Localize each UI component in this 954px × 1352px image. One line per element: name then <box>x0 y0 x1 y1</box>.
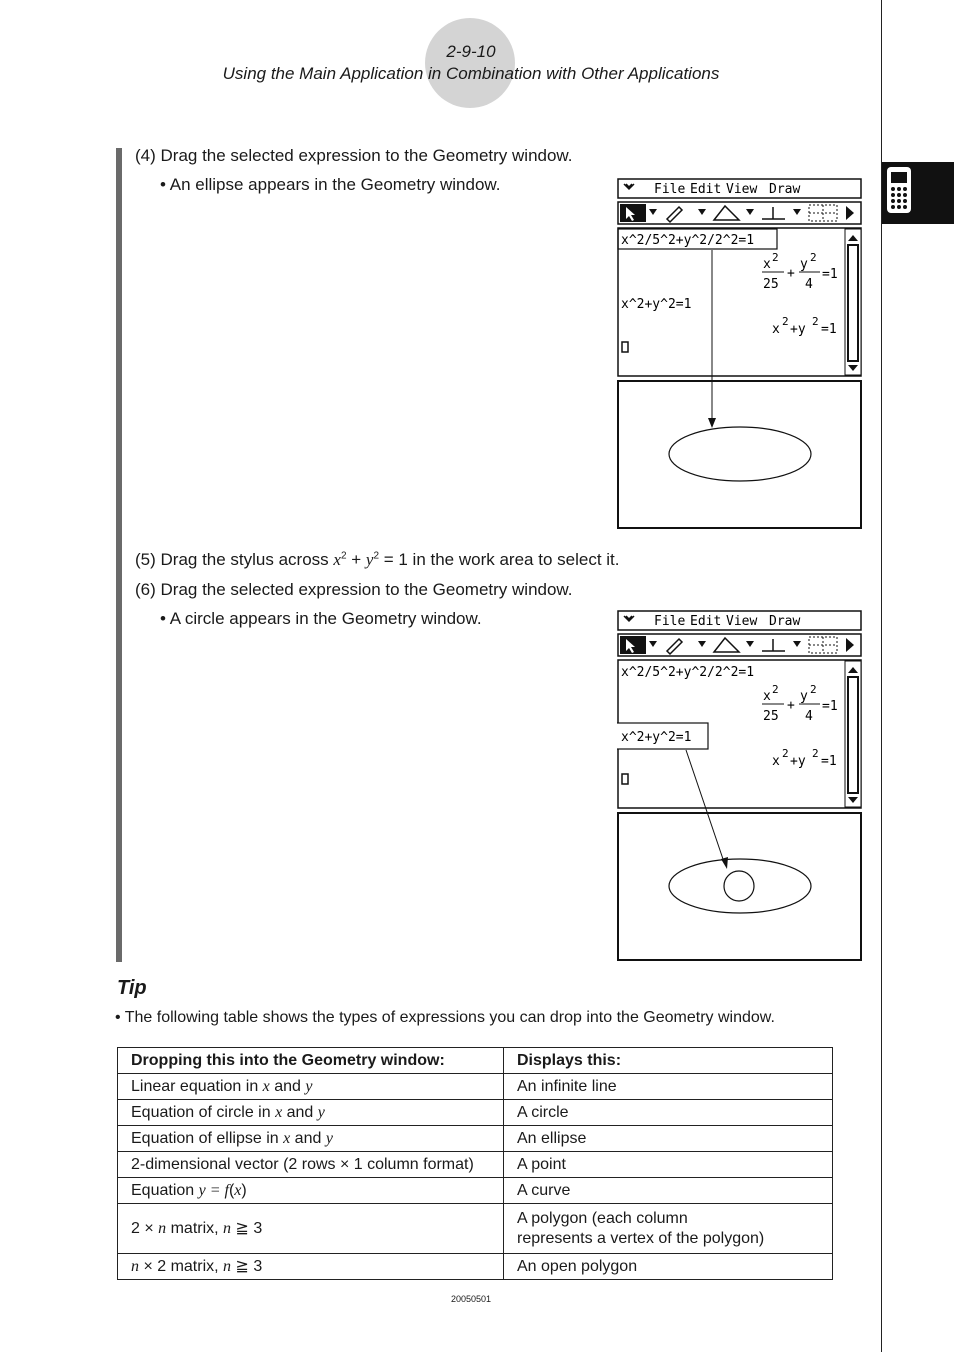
var: n <box>223 1219 232 1237</box>
cell-text: and <box>269 1077 306 1095</box>
menu-edit[interactable]: Edit <box>690 182 722 197</box>
superscript: 2 <box>373 550 379 562</box>
var: x <box>283 1129 291 1147</box>
superscript: 2 <box>340 550 347 562</box>
table-row <box>118 1178 833 1204</box>
table-row <box>118 1126 833 1152</box>
tip-text: • The following table shows the types of expressions you can drop into the Geometry window. <box>115 1009 775 1026</box>
footer-code: 20050501 <box>450 1294 492 1304</box>
table-cell: An ellipse <box>504 1126 833 1152</box>
table-cell <box>118 1178 504 1204</box>
table-header-row <box>118 1048 833 1074</box>
scroll-thumb[interactable] <box>848 245 858 361</box>
scroll-thumb[interactable] <box>848 677 858 793</box>
frac-num-x: x <box>763 689 771 704</box>
table-cell <box>118 1126 504 1152</box>
menu-view[interactable]: View <box>726 182 758 197</box>
frac-num-y: y <box>800 257 808 272</box>
cell-text: × <box>339 1155 350 1173</box>
var: n <box>223 1257 232 1275</box>
var-y: y <box>365 550 374 569</box>
table-cell: An infinite line <box>504 1074 833 1100</box>
frac-den-25: 25 <box>763 277 779 292</box>
cell-text: Linear equation in <box>131 1077 263 1095</box>
cell-text: matrix, <box>166 1219 224 1237</box>
screen-svg <box>617 610 863 962</box>
result-plus-y: +y <box>790 322 806 337</box>
table-cell: A point <box>504 1152 833 1178</box>
table-row <box>118 1074 833 1100</box>
geometry-window[interactable] <box>618 381 861 528</box>
calculator-screenshot-circle <box>617 610 863 962</box>
menu-file[interactable]: File <box>654 614 686 629</box>
exponent: 2 <box>812 747 819 760</box>
cell-text: 2-dimensional vector (2 rows <box>131 1155 340 1173</box>
plus: + <box>346 550 366 569</box>
exponent: 2 <box>772 251 779 264</box>
table-cell <box>118 1204 504 1254</box>
var: x <box>234 1181 242 1199</box>
section-bar <box>116 148 122 962</box>
frac-num-x: x <box>763 257 771 272</box>
cell-text: 2 × <box>131 1219 159 1237</box>
step-4-bullet: • An ellipse appears in the Geometry window. <box>160 175 501 194</box>
var: n <box>131 1257 139 1275</box>
cell-text: Equation of ellipse in <box>131 1129 284 1147</box>
select-arrow-icon[interactable] <box>620 636 646 654</box>
table-row <box>118 1204 833 1254</box>
table-cell <box>504 1204 833 1254</box>
var-x: x <box>333 550 341 569</box>
cell-text: and <box>290 1129 326 1147</box>
menu-edit[interactable]: Edit <box>690 614 722 629</box>
page-number: 2-9-10 <box>446 42 496 61</box>
plus: + <box>787 266 795 281</box>
calculator-screenshot-ellipse <box>617 178 863 530</box>
result-equals: =1 <box>821 754 837 769</box>
equals-one: =1 <box>822 699 838 714</box>
exponent: 2 <box>782 315 789 328</box>
geometry-window[interactable] <box>618 813 861 960</box>
var: x <box>275 1103 283 1121</box>
select-arrow-icon[interactable] <box>620 204 646 222</box>
expression-line-2[interactable]: x^2+y^2=1 <box>621 730 692 745</box>
cell-text: and <box>282 1103 318 1121</box>
header-circle <box>425 18 515 108</box>
cell-text: × 2 matrix, <box>139 1257 224 1275</box>
step-5-text: (5) Drag the stylus across <box>135 550 334 569</box>
table-cell: A curve <box>504 1178 833 1204</box>
frac-den-25: 25 <box>763 709 779 724</box>
table-row <box>118 1152 833 1178</box>
menu-view[interactable]: View <box>726 614 758 629</box>
table-cell <box>118 1100 504 1126</box>
screen-svg <box>617 178 863 530</box>
step-6: (6) Drag the selected expression to the Geometry window. <box>135 580 573 599</box>
cell-text: 1 column format) <box>349 1155 474 1173</box>
result-x: x <box>772 754 780 769</box>
step-5-suffix: = 1 in the work area to select it. <box>379 550 620 569</box>
equals-one: =1 <box>822 267 838 282</box>
cell-text: ) <box>241 1181 247 1199</box>
table-header-cell: Displays this: <box>504 1048 833 1074</box>
var: y <box>317 1103 325 1121</box>
table-cell <box>118 1074 504 1100</box>
menu-draw[interactable]: Draw <box>769 614 801 629</box>
var: n <box>158 1219 167 1237</box>
page-title: Using the Main Application in Combination with Other Applications <box>222 64 720 83</box>
var: y <box>325 1129 333 1147</box>
step-4: (4) Drag the selected expression to the Geometry window. <box>135 146 573 165</box>
expression-line-2[interactable]: x^2+y^2=1 <box>621 297 692 312</box>
menu-file[interactable]: File <box>654 182 686 197</box>
chapter-tab <box>882 162 954 224</box>
exponent: 2 <box>812 315 819 328</box>
cell-text: ≧ 3 <box>231 1257 263 1275</box>
frac-den-4: 4 <box>805 709 813 724</box>
table-cell: An open polygon <box>504 1254 833 1280</box>
step-6-bullet: • A circle appears in the Geometry window. <box>160 609 482 628</box>
cell-text: A polygon (each column <box>517 1209 688 1227</box>
cell-text: represents a vertex of the polygon) <box>517 1229 765 1247</box>
cell-text: ( <box>228 1181 235 1199</box>
table-cell <box>118 1152 504 1178</box>
frac-den-4: 4 <box>805 277 813 292</box>
result-x: x <box>772 322 780 337</box>
cell-text: Equation of circle in <box>131 1103 276 1121</box>
result-equals: =1 <box>821 322 837 337</box>
cell-text: Equation <box>131 1181 199 1199</box>
exponent: 2 <box>772 683 779 696</box>
frac-num-y: y <box>800 689 808 704</box>
result-plus-y: +y <box>790 754 806 769</box>
var: y <box>305 1077 313 1095</box>
exponent: 2 <box>782 747 789 760</box>
step-5 <box>135 550 619 570</box>
table-cell: A circle <box>504 1100 833 1126</box>
expression-line-1[interactable]: x^2/5^2+y^2/2^2=1 <box>621 233 755 248</box>
exponent: 2 <box>810 683 817 696</box>
table-header-cell: Dropping this into the Geometry window: <box>118 1048 504 1074</box>
expression-line-1[interactable]: x^2/5^2+y^2/2^2=1 <box>621 665 755 680</box>
cell-text: ≧ 3 <box>231 1219 263 1237</box>
expression-table <box>117 1047 833 1280</box>
exponent: 2 <box>810 251 817 264</box>
tip-heading: Tip <box>117 977 147 999</box>
plus: + <box>787 698 795 713</box>
calculator-icon <box>882 162 954 224</box>
var: x <box>262 1077 270 1095</box>
menu-draw[interactable]: Draw <box>769 182 801 197</box>
table-row <box>118 1100 833 1126</box>
table-cell <box>118 1254 504 1280</box>
var: y = f <box>198 1181 229 1199</box>
table-row <box>118 1254 833 1280</box>
